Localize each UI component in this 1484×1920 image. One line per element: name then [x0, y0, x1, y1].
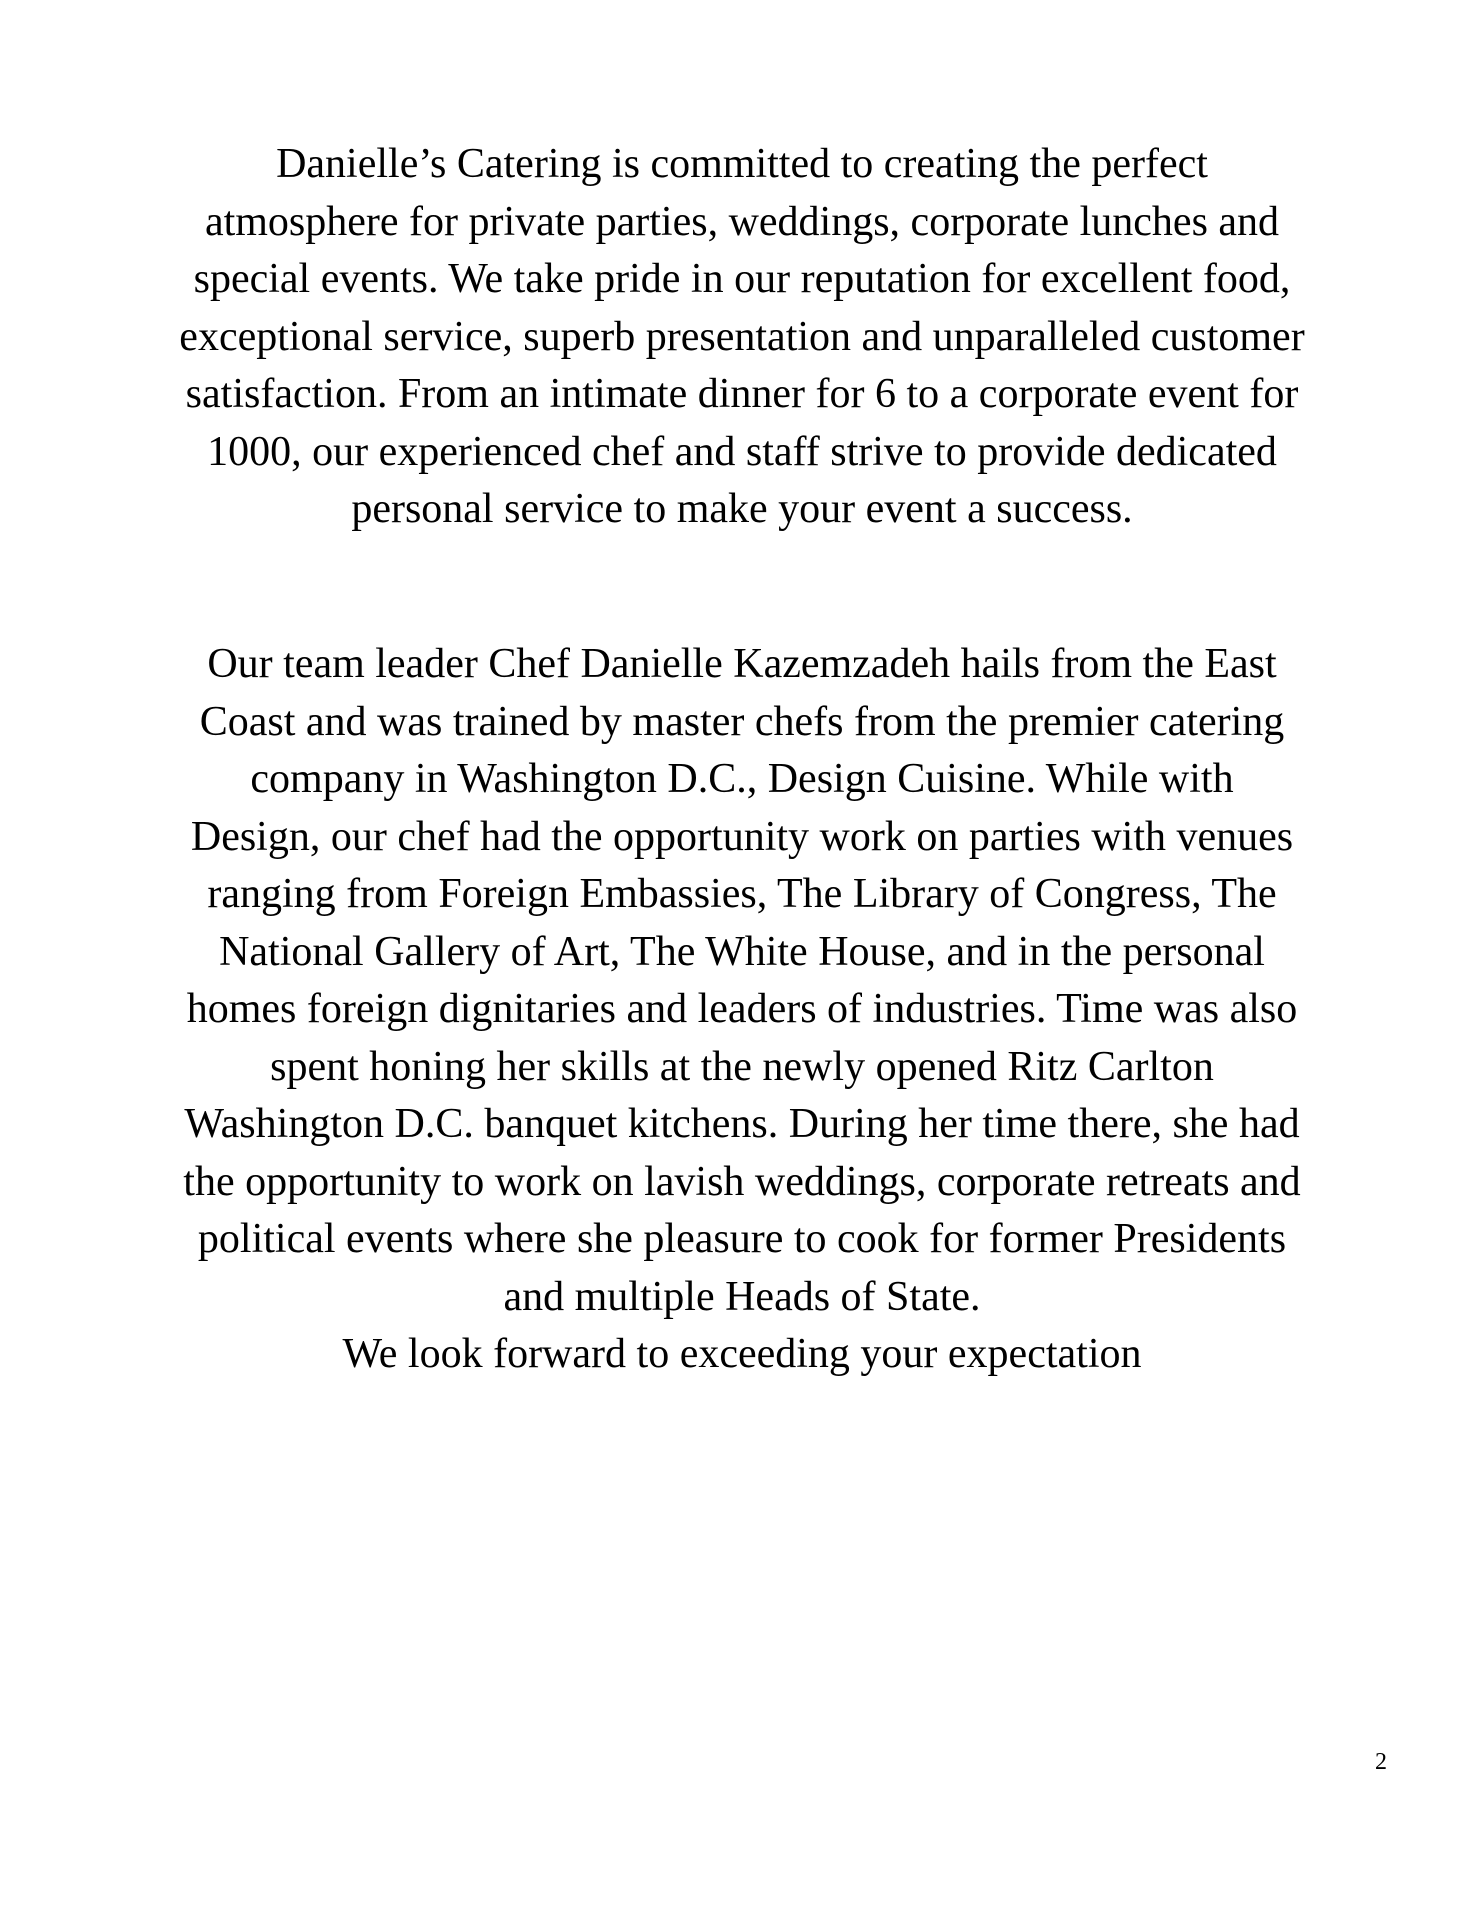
- text-line: political events where she pleasure to cook for former Presidents: [197, 1216, 1287, 1262]
- text-line: the opportunity to work on lavish weddings, corporate retreats and: [183, 1158, 1301, 1205]
- closing-line: We look forward to exceeding your expectation: [342, 1331, 1142, 1377]
- text-line: and multiple Heads of State.: [503, 1273, 981, 1320]
- text-line: 1000, our experienced chef and staff strive to provide dedicated: [207, 428, 1277, 475]
- text-line: Coast and was trained by master chefs from the premier catering: [199, 698, 1285, 745]
- text-line: company in Washington D.C., Design Cuisine. While with: [250, 756, 1234, 802]
- text-line: Washington D.C. banquet kitchens. During her time there, she had: [184, 1101, 1300, 1147]
- chef-bio-paragraph: [75, 636, 1409, 1384]
- text-line: special events. We take pride in our reputation for excellent food,: [193, 256, 1291, 302]
- text-line: Design, our chef had the opportunity work on parties with venues: [190, 813, 1294, 860]
- text-line: atmosphere for private parties, weddings, corporate lunches and: [204, 198, 1280, 245]
- text-line: National Gallery of Art, The White House, and in the personal: [219, 928, 1265, 975]
- intro-paragraph: [75, 136, 1409, 539]
- text-line: personal service to make your event a success.: [351, 486, 1133, 532]
- text-line: exceptional service, superb presentation and unparalleled customer: [179, 313, 1305, 360]
- text-line: Our team leader Chef Danielle Kazemzadeh hails from the East: [207, 641, 1277, 687]
- text-line: homes foreign dignitaries and leaders of industries. Time was also: [186, 986, 1298, 1032]
- text-line: ranging from Foreign Embassies, The Library of Congress, The: [207, 871, 1277, 917]
- page-number: 2: [1375, 1749, 1387, 1775]
- text-line: Danielle’s Catering is committed to creating the perfect: [276, 141, 1208, 187]
- text-line: spent honing her skills at the newly opened Ritz Carlton: [270, 1043, 1214, 1090]
- text-line: satisfaction. From an intimate dinner for 6 to a corporate event for: [185, 371, 1299, 417]
